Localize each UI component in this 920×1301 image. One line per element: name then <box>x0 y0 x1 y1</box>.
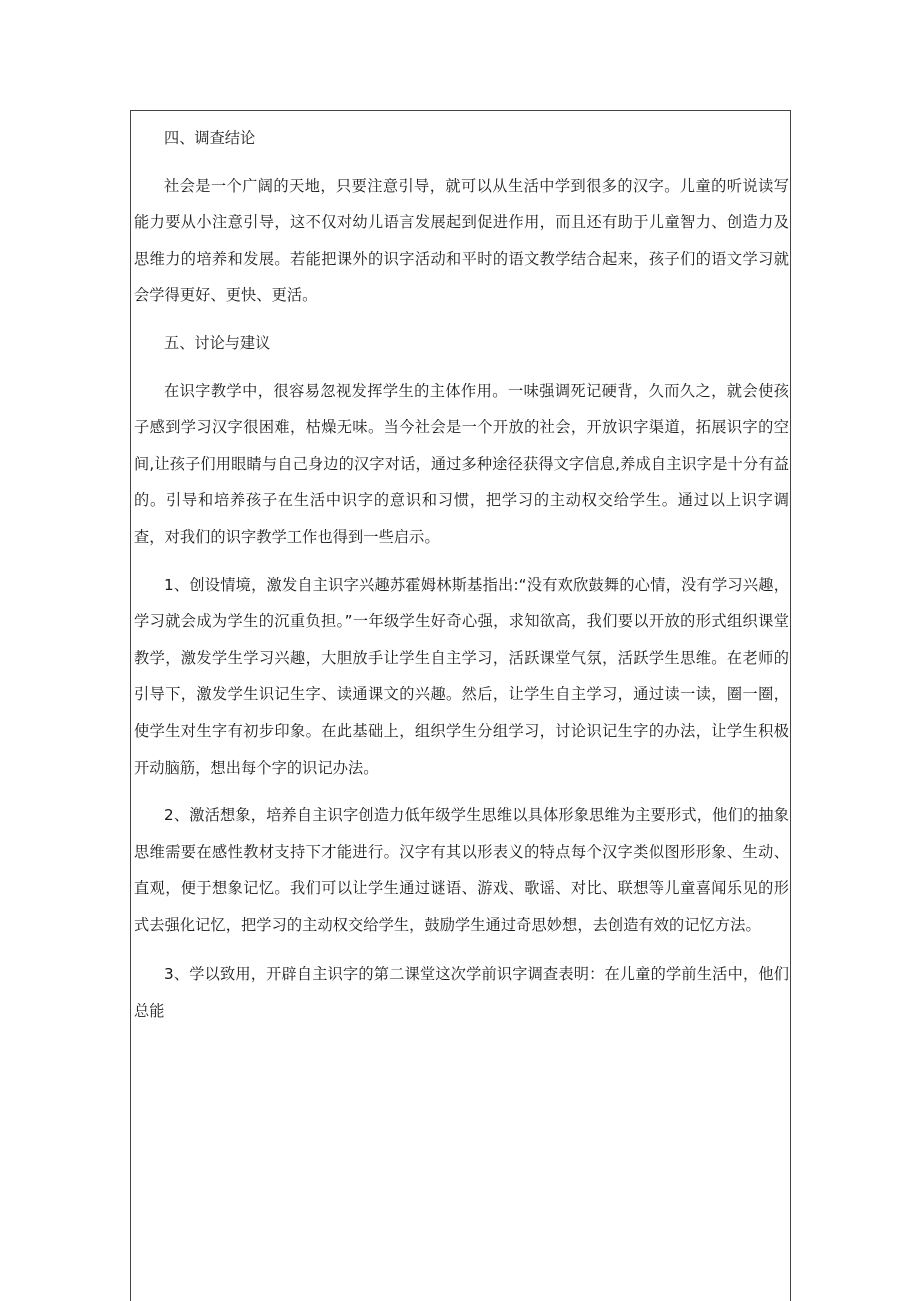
document-body <box>134 120 791 1030</box>
paragraph-item-1: 1、创设情境，激发自主识字兴趣苏霍姆林斯基指出:“没有欢欣鼓舞的心情，没有学习兴趣，学习就会成为学生的沉重负担。”一年级学生好奇心强，求知欲高，我们要以开放的形式组织课堂教学，激发学生学习兴趣，大胆放手让学生自主学习，活跃课堂气氛，活跃学生思维。在老师的引导下，激发学生识记生字、读通课文的兴趣。然后，让学生自主学习，通过读一读，圈一圈，使学生对生字有初步印象。在此基础上，组织学生分组学习，讨论识记生字的办法，让学生积极开动脑筋，想出每个字的识记办法。 <box>134 575 789 777</box>
paragraph-discussion: 在识字教学中，很容易忽视发挥学生的主体作用。一味强调死记硬背，久而久之，就会使孩子感到学习汉字很困难，枯燥无味。当今社会是一个开放的社会，开放识字渠道，拓展识字的空间,让孩子们用眼睛与自己身边的汉字对话，通过多种途径获得文字信息,养成自主识字是十分有益的。引导和培养孩子在生活中识字的意识和习惯，把学习的主动权交给学生。通过以上识字调查，对我们的识字教学工作也得到一些启示。 <box>134 381 789 546</box>
paragraph-item-2: 2、激活想象，培养自主识字创造力低年级学生思维以具体形象思维为主要形式，他们的抽象思维需要在感性教材支持下才能进行。汉字有其以形表义的特点每个汉字类似图形形象、生动、直观，便于想象记忆。我们可以让学生通过谜语、游戏、歌谣、对比、联想等儿童喜闻乐见的形式去强化记忆，把学习的主动权交给学生，鼓励学生通过奇思妙想，去创造有效的记忆方法。 <box>134 806 789 934</box>
section-heading-discussion: 五、讨论与建议 <box>164 333 271 352</box>
section-heading-conclusion: 四、调查结论 <box>164 129 256 147</box>
paragraph-conclusion: 社会是一个广阔的天地，只要注意引导，就可以从生活中学到很多的汉字。儿童的听说读写能力要从小注意引导，这不仅对幼儿语言发展起到促进作用，而且还有助于儿童智力、创造力及思维力的培养和发展。若能把课外的识字活动和平时的语文教学结合起来，孩子们的语文学习就会学得更好、更快、更活。 <box>134 176 789 305</box>
paragraph-item-3: 3、学以致用，开辟自主识字的第二课堂这次学前识字调查表明：在儿童的学前生活中，他们总能 <box>134 965 789 1021</box>
